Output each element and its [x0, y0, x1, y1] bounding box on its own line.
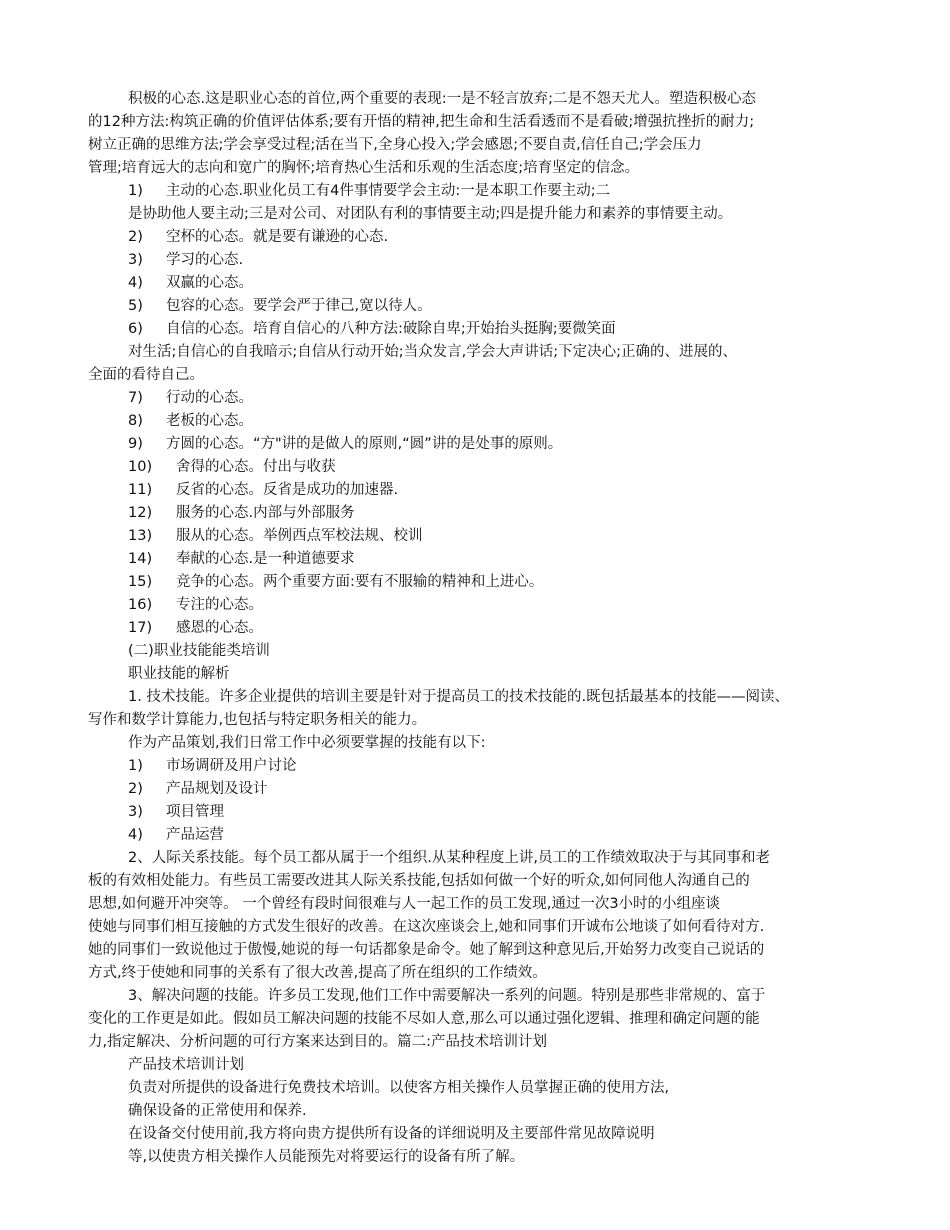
list-number: 17) [128, 620, 153, 636]
list-number: 2) [128, 781, 143, 797]
list-item-text: 双赢的心态。 [166, 275, 253, 291]
list-item-text: 空杯的心态。就是要有谦逊的心态. [166, 229, 389, 245]
list-number: 15) [128, 574, 153, 590]
paragraph-line: 是协助他人要主动;三是对公司、对团队有利的事情要主动;四是提升能力和素养的事情要主动。 [128, 206, 733, 222]
list-number: 10) [128, 459, 153, 475]
list-number: 5) [128, 298, 143, 314]
paragraph-line: 变化的工作更是如此。假如员工解决问题的技能不尽如人意,那么可以通过强化逻辑、推理和确定问题的能 [88, 1011, 760, 1027]
paragraph-line: 确保设备的正常使用和保养. [128, 1103, 307, 1119]
list-number: 13) [128, 528, 153, 544]
list-number: 3) [128, 804, 143, 820]
list-item-text: 学习的心态. [166, 252, 244, 268]
list-item-text: 行动的心态。 [166, 390, 253, 406]
list-number: 2) [128, 229, 143, 245]
section-heading: (二)职业技能能类培训 [128, 643, 270, 659]
paragraph-line: 树立正确的思维方法;学会享受过程;活在当下,全身心投入;学会感恩;不要自责,信任自己;学会压力 [88, 137, 702, 153]
list-number: 3) [128, 252, 143, 268]
list-item-text: 产品规划及设计 [166, 781, 268, 797]
paragraph-line: 板的有效相处能力。有些员工需要改进其人际关系技能,包括如何做一个好的听众,如何同他人沟通自己的 [88, 873, 750, 889]
list-item-text: 包容的心态。要学会严于律己,宽以待人。 [166, 298, 432, 314]
list-item [128, 571, 928, 593]
list-item [128, 249, 928, 271]
list-item-text: 专注的心态。 [176, 597, 263, 613]
list-number: 9) [128, 436, 143, 452]
section-heading: 产品技术培训计划 [128, 1057, 244, 1073]
paragraph-line: 的12种方法:构筑正确的价值评估体系;要有开悟的精神,把生命和生活看透而不是看破;增强抗挫折的耐力; [88, 114, 755, 130]
list-item-text: 市场调研及用户讨论 [166, 758, 297, 774]
list-item-text: 竞争的心态。两个重要方面:要有不服输的精神和上进心。 [176, 574, 544, 590]
list-item [128, 617, 928, 639]
paragraph-line: 力,指定解决、分析问题的可行方案来达到目的。篇二:产品技术培训计划 [88, 1034, 547, 1050]
list-number: 14) [128, 551, 153, 567]
list-item [128, 548, 928, 570]
paragraph-line: 1. 技术技能。许多企业提供的培训主要是针对于提高员工的技术技能的.既包括最基本的技能——阅读、 [128, 689, 790, 705]
list-item [128, 410, 928, 432]
list-number: 4) [128, 275, 143, 291]
paragraph-line: 方式,终于使她和同事的关系有了很大改善,提高了所在组织的工作绩效。 [88, 965, 547, 981]
list-item [128, 272, 928, 294]
paragraph-line: 积极的心态.这是职业心态的首位,两个重要的表现:一是不轻言放弃;二是不怨天尤人。塑造积极心态 [128, 91, 756, 107]
list-item-text: 方圆的心态。“方"讲的是做人的原则,“圆”讲的是处事的原则。 [166, 436, 563, 452]
paragraph-line: 对生活;自信心的自我暗示;自信从行动开始;当众发言,学会大声讲话;下定决心;正确的、进展的、 [128, 344, 738, 360]
list-number: 1) [128, 758, 143, 774]
list-item [128, 387, 928, 409]
list-item [128, 502, 928, 524]
paragraph-line: 思想,如何避开冲突等。 一个曾经有段时间很难与人一起工作的员工发现,通过一次3小时的小组座谈 [88, 896, 721, 912]
list-number: 8) [128, 413, 143, 429]
paragraph-line: 等,以使贵方相关操作人员能预先对将要运行的设备有所了解。 [128, 1149, 525, 1165]
list-item [128, 801, 928, 823]
list-item-text: 老板的心态。 [166, 413, 253, 429]
list-item [128, 594, 928, 616]
list-item-text: 感恩的心态。 [176, 620, 263, 636]
list-item-text: 自信的心态。培育自信心的八种方法:破除自卑;开始抬头挺胸;要微笑面 [166, 321, 616, 337]
list-item [128, 180, 928, 202]
list-item [128, 295, 928, 317]
list-number: 4) [128, 827, 143, 843]
list-item-text: 舍得的心态。付出与收获 [176, 459, 336, 475]
list-item-text: 服务的心态.内部与外部服务 [176, 505, 355, 521]
list-item-text: 项目管理 [166, 804, 224, 820]
list-number: 11) [128, 482, 153, 498]
paragraph-line: 全面的看待自己。 [88, 367, 204, 383]
paragraph-line: 使她与同事们相互接触的方式发生很好的改善。在这次座谈会上,她和同事们开诚布公地谈了如何看待对方. [88, 919, 765, 935]
list-number: 7) [128, 390, 143, 406]
paragraph-line: 管理;培育远大的志向和宽广的胸怀;培育热心生活和乐观的生活态度;培育坚定的信念。 [88, 160, 640, 176]
subsection-heading: 职业技能的解析 [128, 666, 230, 682]
paragraph-line: 在设备交付使用前,我方将向贵方提供所有设备的详细说明及主要部件常见故障说明 [128, 1126, 655, 1142]
list-item [128, 755, 928, 777]
list-item [128, 433, 928, 455]
paragraph-line: 3、解决问题的技能。许多员工发现,他们工作中需要解决一系列的问题。特别是那些非常规的、富于 [128, 988, 766, 1004]
list-item-text: 产品运营 [166, 827, 224, 843]
list-item-text: 反省的心态。反省是成功的加速器. [176, 482, 399, 498]
list-item [128, 479, 928, 501]
list-item [128, 456, 928, 478]
list-number: 6) [128, 321, 143, 337]
list-number: 16) [128, 597, 153, 613]
paragraph-line: 负责对所提供的设备进行免费技术培训。以使客方相关操作人员掌握正确的使用方法, [128, 1080, 670, 1096]
paragraph-line: 作为产品策划,我们日常工作中必须要掌握的技能有以下: [128, 735, 486, 751]
list-item [128, 226, 928, 248]
list-item [128, 824, 928, 846]
list-item-text: 主动的心态.职业化员工有4件事情要学会主动:一是本职工作要主动;二 [166, 183, 611, 199]
list-item [128, 525, 928, 547]
list-item [128, 318, 928, 340]
paragraph-line: 2、人际关系技能。每个员工都从属于一个组织.从某种程度上讲,员工的工作绩效取决于与其同事和老 [128, 850, 770, 866]
paragraph-line: 她的同事们一致说他过于傲慢,她说的每一句话都象是命令。她了解到这种意见后,开始努力改变自己说话的 [88, 942, 765, 958]
list-item [128, 778, 928, 800]
list-number: 12) [128, 505, 153, 521]
list-number: 1) [128, 183, 143, 199]
list-item-text: 服从的心态。举例西点军校法规、校训 [176, 528, 423, 544]
paragraph-line: 写作和数学计算能力,也包括与特定职务相关的能力。 [88, 712, 427, 728]
list-item-text: 奉献的心态.是一种道德要求 [176, 551, 355, 567]
